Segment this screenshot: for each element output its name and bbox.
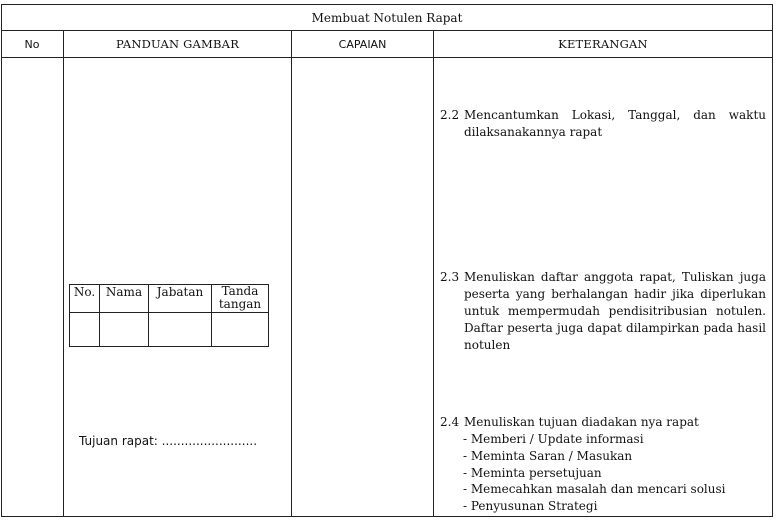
- header-panduan-gambar: PANDUAN GAMBAR: [115, 37, 240, 51]
- item-text: Menuliskan daftar anggota rapat, Tuliskan juga peserta yang berhalangan hadir jika diperlukan untuk mempermudah pendisitribusian notulen. Daftar peserta juga dapat dilampirkan pada hasil notulen: [464, 270, 766, 352]
- item-number: 2.4: [440, 415, 460, 429]
- keterangan-item-2-4: [440, 414, 766, 432]
- tujuan-list-item: - Memberi / Update informasi: [463, 432, 644, 446]
- item-text: Mencantumkan Lokasi, Tanggal, dan waktu dilaksanakannya rapat: [464, 108, 766, 139]
- tujuan-list-item: - Penyusunan Strategi: [463, 499, 598, 513]
- attendance-header-jabatan: Jabatan: [156, 285, 204, 299]
- keterangan-item-2-2: [440, 107, 766, 143]
- col-divider-capaian: [433, 30, 434, 517]
- header-keterangan: KETERANGAN: [558, 37, 648, 51]
- attendance-header-nama: Nama: [105, 285, 143, 299]
- table-border-left: [1, 4, 2, 517]
- tujuan-rapat-label: Tujuan rapat: .........................: [79, 434, 258, 448]
- tujuan-list-item: - Meminta Saran / Masukan: [463, 449, 633, 463]
- item-number: 2.3: [440, 270, 460, 284]
- col-divider-no: [63, 30, 64, 517]
- table-border-bottom: [1, 516, 773, 517]
- attendance-table-sample: [69, 284, 268, 347]
- table-title: Membuat Notulen Rapat: [311, 10, 463, 25]
- header-capaian: CAPAIAN: [338, 37, 387, 51]
- col-divider-panduan: [291, 30, 292, 517]
- item-text: Menuliskan tujuan diadakan nya rapat: [464, 415, 699, 429]
- tujuan-list-item: - Memecahkan masalah dan mencari solusi: [463, 482, 726, 496]
- tujuan-list-item: - Meminta persetujuan: [463, 466, 602, 480]
- attendance-header-no: No.: [73, 285, 96, 299]
- keterangan-item-2-3: [440, 269, 766, 359]
- item-number: 2.2: [440, 108, 460, 122]
- table-header-divider: [1, 57, 773, 58]
- header-no: No: [24, 37, 40, 51]
- table-border-right: [772, 4, 773, 517]
- attendance-header-tanda-tangan: Tanda tangan: [218, 284, 262, 311]
